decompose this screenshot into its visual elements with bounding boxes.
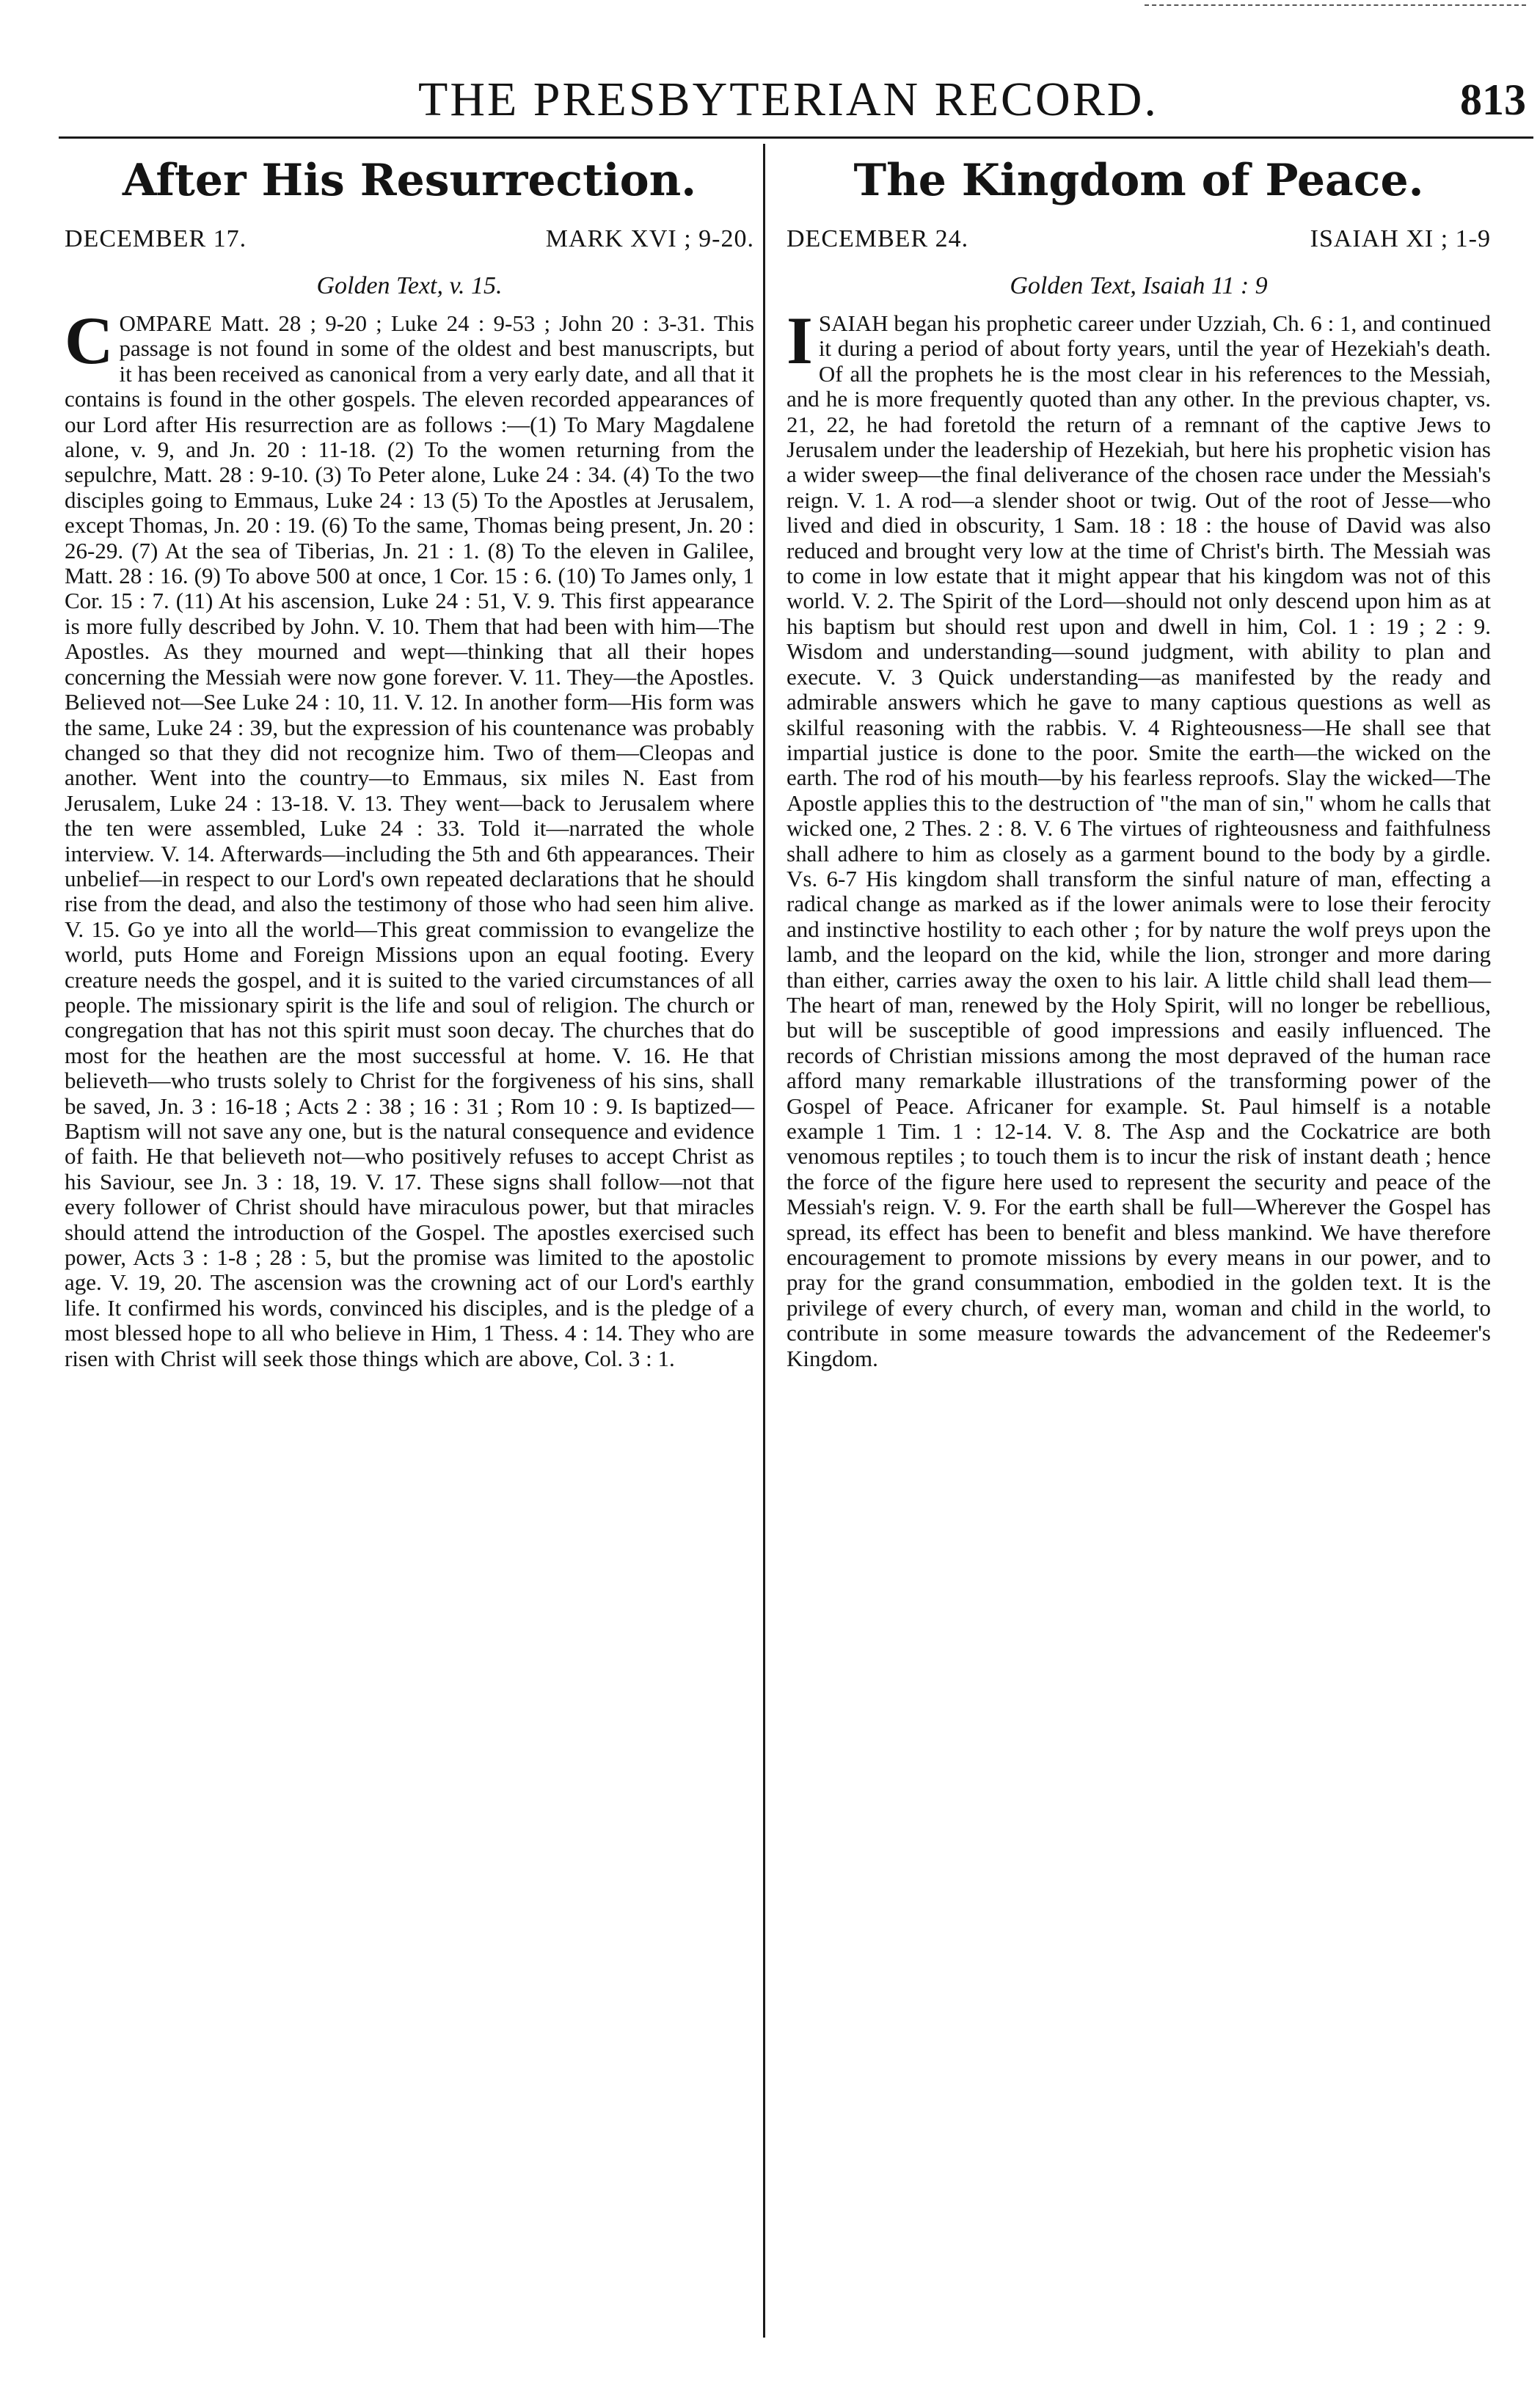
drop-cap: I xyxy=(787,303,813,378)
header-rule xyxy=(59,136,1533,139)
lesson-meta xyxy=(787,220,1491,258)
commentary-text: SAIAH began his prophetic career under Uzziah, Ch. 6 : 1, and continued it during a period of about forty years, until the year of Hezekiah's death. Of all the prophets he is the most clear in his references to the Messiah, and he is more frequently quoted than any other. In the previous chapter, vs. 21, 22, he had foretold the return of a remnant of the captive Jews to Jerusalem under the leadership of Hezekiah, but here his prophetic vision has a wider sweep—the final deliverance of the chosen race under the Messiah's reign. V. 1. A rod—a slender shoot or twig. Out of the root of Jesse—who lived and died in obscurity, 1 Sam. 18 : 18 : the house of David was also reduced and brought very low at the time of Christ's birth. The Messiah was to come in low estate that it might appear that his kingdom was not of this world. V. 2. The Spirit of the Lord—should not only descend upon him as at his baptism but should rest upon and dwell in him, Col. 1 : 19 ; 2 : 9. Wisdom and understanding—sound judgment, with ability to plan and execute. V. 3 Quick understanding—as manifested by the ready and admirable answers which he gave to many captious questions as well as skilful reasoning with the rabbis. V. 4 Righteousness—He shall see that impartial justice is done to the poor. Smite the earth—the wicked on the earth. The rod of his mouth—by his fearless reproofs. Slay the wicked—The Apostle applies this to the destruction of "the man of sin," whom he calls that wicked one, 2 Thes. 2 : 8. V. 6 The virtues of righteousness and faithfulness shall adhere to him as closely as a garment bound to the body by a girdle. Vs. 6-7 His kingdom shall transform the sinful nature of man, effecting a radical change as marked as if the lower animals were to lose their ferocity and instinctive hostility to each other ; for by nature the wolf preys upon the lamb, and the leopard on the kid, while the lion, stronger and more daring than either, carries away the oxen to his lair. A little child shall lead them—The heart of man, renewed by the Holy Spirit, will no longer be rebellious, but will be susceptible of good impressions and easily influenced. The records of Christian missions among the most depraved of the human race afford many remarkable illustrations of the transforming power of the Gospel of Peace. Africaner for example. St. Paul himself is a notable example 1 Tim. 1 : 12-14. V. 8. The Asp and the Cockatrice are both venomous reptiles ; to touch them is to incur the risk of instant death ; hence the force of the figure here used to represent the security and peace of the Messiah's reign. V. 9. For the earth shall be full—Wherever the Gospel has spread, its effect has been to benefit and bless mankind. We have therefore encouragement to promote missions by every means in our power, and to pray for the grand consummation, embodied in the golden text. It is the privilege of every church, of every man, woman and child in the world, to contribute in some measure towards the advancement of the Redeemer's Kingdom. xyxy=(787,310,1491,1371)
drop-cap: C xyxy=(65,303,114,378)
golden-text: Golden Text, v. 15. xyxy=(316,272,503,299)
lesson-meta xyxy=(65,220,754,258)
column-divider xyxy=(763,144,765,2338)
lesson-commentary xyxy=(65,303,754,1371)
lesson-title: The Kingdom of Peace. xyxy=(853,155,1424,206)
lesson-scripture: MARK XVI ; 9-20. xyxy=(545,225,754,252)
lesson-column-left xyxy=(65,144,754,1371)
lesson-date: DECEMBER 24. xyxy=(787,225,969,252)
lesson-scripture: ISAIAH XI ; 1-9 xyxy=(1310,225,1491,252)
commentary-text: OMPARE Matt. 28 ; 9-20 ; Luke 24 : 9-53 ; John 20 : 3-31. This passage is not found in some of the oldest and best manuscripts, but it has been received as canonical from a very early date, and all that it contains is found in the other gospels. The eleven recorded appearances of our Lord after His resurrection are as follows :—(1) To Mary Magdalene alone, v. 9, and Jn. 20 : 11-18. (2) To the women returning from the sepulchre, Matt. 28 : 9-10. (3) To Peter alone, Luke 24 : 34. (4) To the two disciples going to Emmaus, Luke 24 : 13 (5) To the Apostles at Jerusalem, except Thomas, Jn. 20 : 19. (6) To the same, Thomas being present, Jn. 20 : 26-29. (7) At the sea of Tiberias, Jn. 21 : 1. (8) To the eleven in Galilee, Matt. 28 : 16. (9) To above 500 at once, 1 Cor. 15 : 6. (10) To James only, 1 Cor. 15 : 7. (11) At his ascension, Luke 24 : 51, V. 9. This first appearance is more fully described by John. V. 10. Them that had been with him—The Apostles. As they mourned and wept—thinking that all their hopes concerning the Messiah were now gone forever. V. 11. They—the Apostles. Believed not—See Luke 24 : 10, 11. V. 12. In another form—His form was the same, Luke 24 : 39, but the expression of his countenance was probably changed so that they did not recognize him. Two of them—Cleopas and another. Went into the country—to Emmaus, six miles N. East from Jerusalem, Luke 24 : 13-18. V. 13. They went—back to Jerusalem where the ten were assembled, Luke 24 : 33. Told it—narrated the whole interview. V. 14. Afterwards—including the 5th and 6th appearances. Their unbelief—in respect to our Lord's own repeated declarations that he should rise from the dead, and also the testimony of those who had seen him alive. V. 15. Go ye into all the world—This great commission to evangelize the world, puts Home and Foreign Missions upon an equal footing. Every creature needs the gospel, and it is suited to the varied circumstances of all people. The missionary spirit is the life and soul of religion. The church or congregation that has not this spirit must soon decay. The churches that do most for the heathen are the most successful at home. V. 16. He that believeth—who trusts solely to Christ for the forgiveness of his sins, shall be saved, Jn. 3 : 16-18 ; Acts 2 : 38 ; 16 : 31 ; Rom 10 : 9. Is baptized—Baptism will not save any one, but is the natural consequence and evidence of faith. He that believeth not—who positively refuses to accept Christ as his Saviour, see Jn. 3 : 18, 19. V. 17. These signs shall follow—not that every follower of Christ should have miraculous power, but that miracles should attend the introduction of the Gospel. The apostles exercised such power, Acts 3 : 1-8 ; 28 : 5, but the promise was limited to the apostolic age. V. 19, 20. The ascension was the crowning act of our Lord's earthly life. It confirmed his words, convinced his disciples, and is the pledge of a most blessed hope to all who believe in Him, 1 Thess. 4 : 14. They who are risen with Christ will seek those things which are above, Col. 3 : 1. xyxy=(65,310,754,1371)
lesson-commentary xyxy=(787,303,1491,1371)
golden-text: Golden Text, Isaiah 11 : 9 xyxy=(1010,272,1268,299)
lesson-title: After His Resurrection. xyxy=(122,155,697,206)
top-edge-rule xyxy=(1145,4,1526,6)
page-number: 813 xyxy=(1460,76,1526,124)
masthead xyxy=(59,70,1533,129)
lesson-column-right xyxy=(787,144,1491,1371)
lesson-date: DECEMBER 17. xyxy=(65,225,247,252)
page-title: THE PRESBYTERIAN RECORD. xyxy=(418,73,1158,126)
